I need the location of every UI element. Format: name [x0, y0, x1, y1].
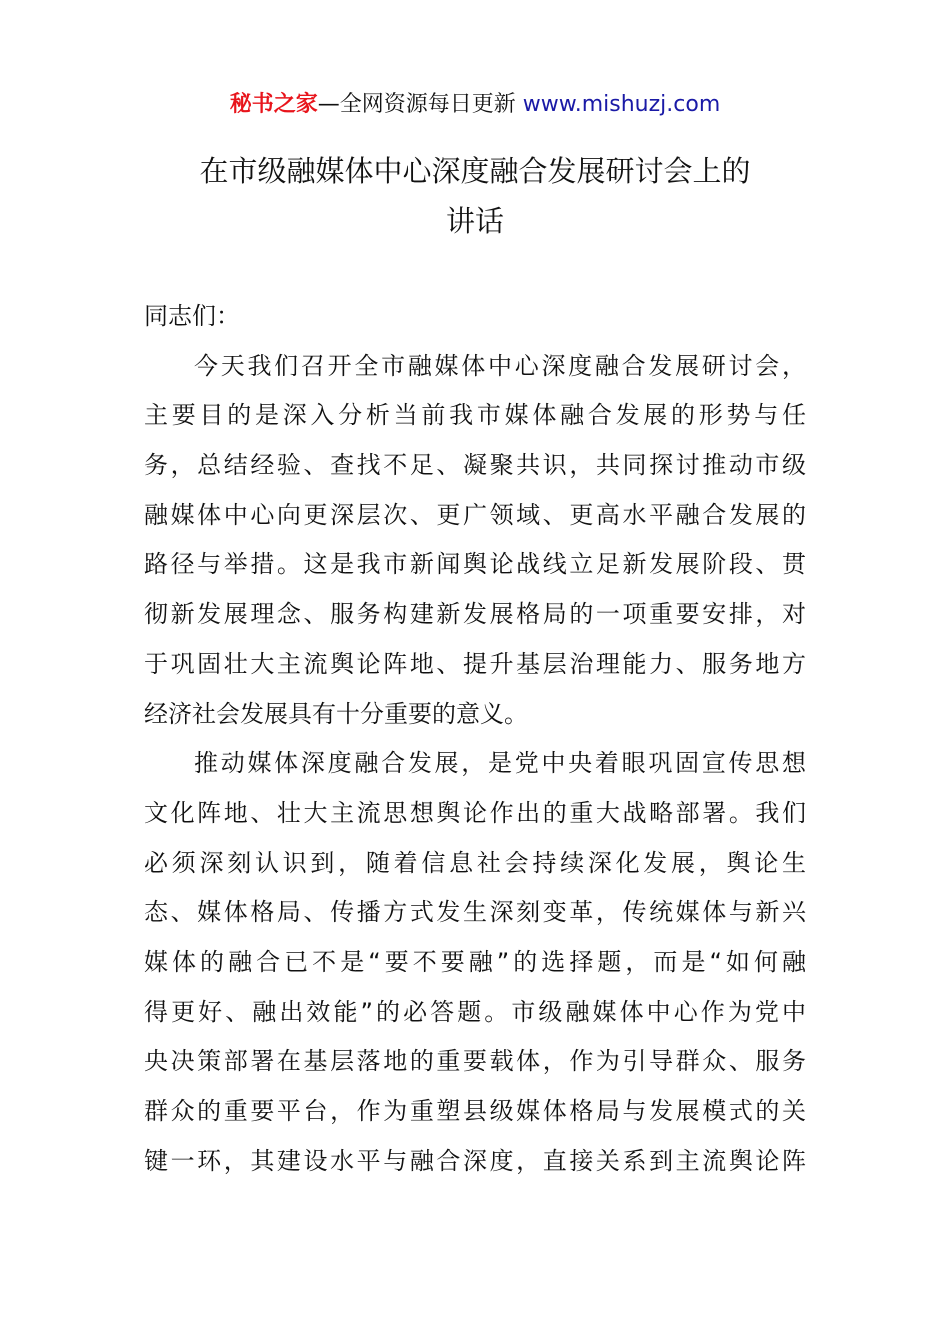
text-line: 务，总结经验、查找不足、凝聚共识，共同探讨推动市级 — [144, 451, 806, 480]
site-header — [0, 88, 950, 122]
text-line: 必须深刻认识到，随着信息社会持续深化发展，舆论生 — [144, 848, 806, 877]
text-line: 今天我们召开全市融媒体中心深度融合发展研讨会， — [194, 351, 806, 380]
text-line: 群众的重要平台，作为重塑县级媒体格局与发展模式的关 — [144, 1097, 806, 1125]
paragraph — [144, 739, 806, 1186]
salutation: 同志们： — [144, 302, 240, 330]
header-slogan: —全网资源每日更新 — [317, 92, 516, 117]
text-line: 得更好、融出效能”的必答题。市级融媒体中心作为党中 — [144, 997, 806, 1026]
text-line: 键一环，其建设水平与融合深度，直接关系到主流舆论阵 — [144, 1146, 806, 1175]
text-line: 推动媒体深度融合发展，是党中央着眼巩固宣传思想 — [194, 749, 806, 778]
text-line: 经济社会发展具有十分重要的意义。 — [144, 699, 528, 728]
site-url-link[interactable]: www.mishuzj.com — [522, 92, 721, 117]
text-line: 融媒体中心向更深层次、更广领域、更高水平融合发展的 — [144, 500, 806, 529]
document-title — [140, 146, 810, 246]
text-line: 态、媒体格局、传播方式发生深刻变革，传统媒体与新兴 — [144, 898, 806, 927]
text-line: 彻新发展理念、服务构建新发展格局的一项重要安排，对 — [144, 600, 806, 629]
text-line: 文化阵地、壮大主流思想舆论作出的重大战略部署。我们 — [144, 798, 806, 827]
title-line: 在市级融媒体中心深度融合发展研讨会上的 — [199, 154, 751, 188]
title-line: 讲话 — [445, 204, 504, 238]
text-line: 媒体的融合已不是“要不要融”的选择题，而是“如何融 — [144, 947, 806, 976]
document-body — [144, 292, 806, 1186]
text-line: 央决策部署在基层落地的重要载体，作为引导群众、服务 — [144, 1047, 806, 1076]
text-line: 主要目的是深入分析当前我市媒体融合发展的形势与任 — [144, 401, 806, 430]
paragraph — [144, 342, 806, 740]
text-line: 路径与举措。这是我市新闻舆论战线立足新发展阶段、贯 — [144, 550, 806, 579]
brand-name: 秘书之家 — [229, 92, 318, 117]
text-line: 于巩固壮大主流舆论阵地、提升基层治理能力、服务地方 — [144, 649, 806, 678]
